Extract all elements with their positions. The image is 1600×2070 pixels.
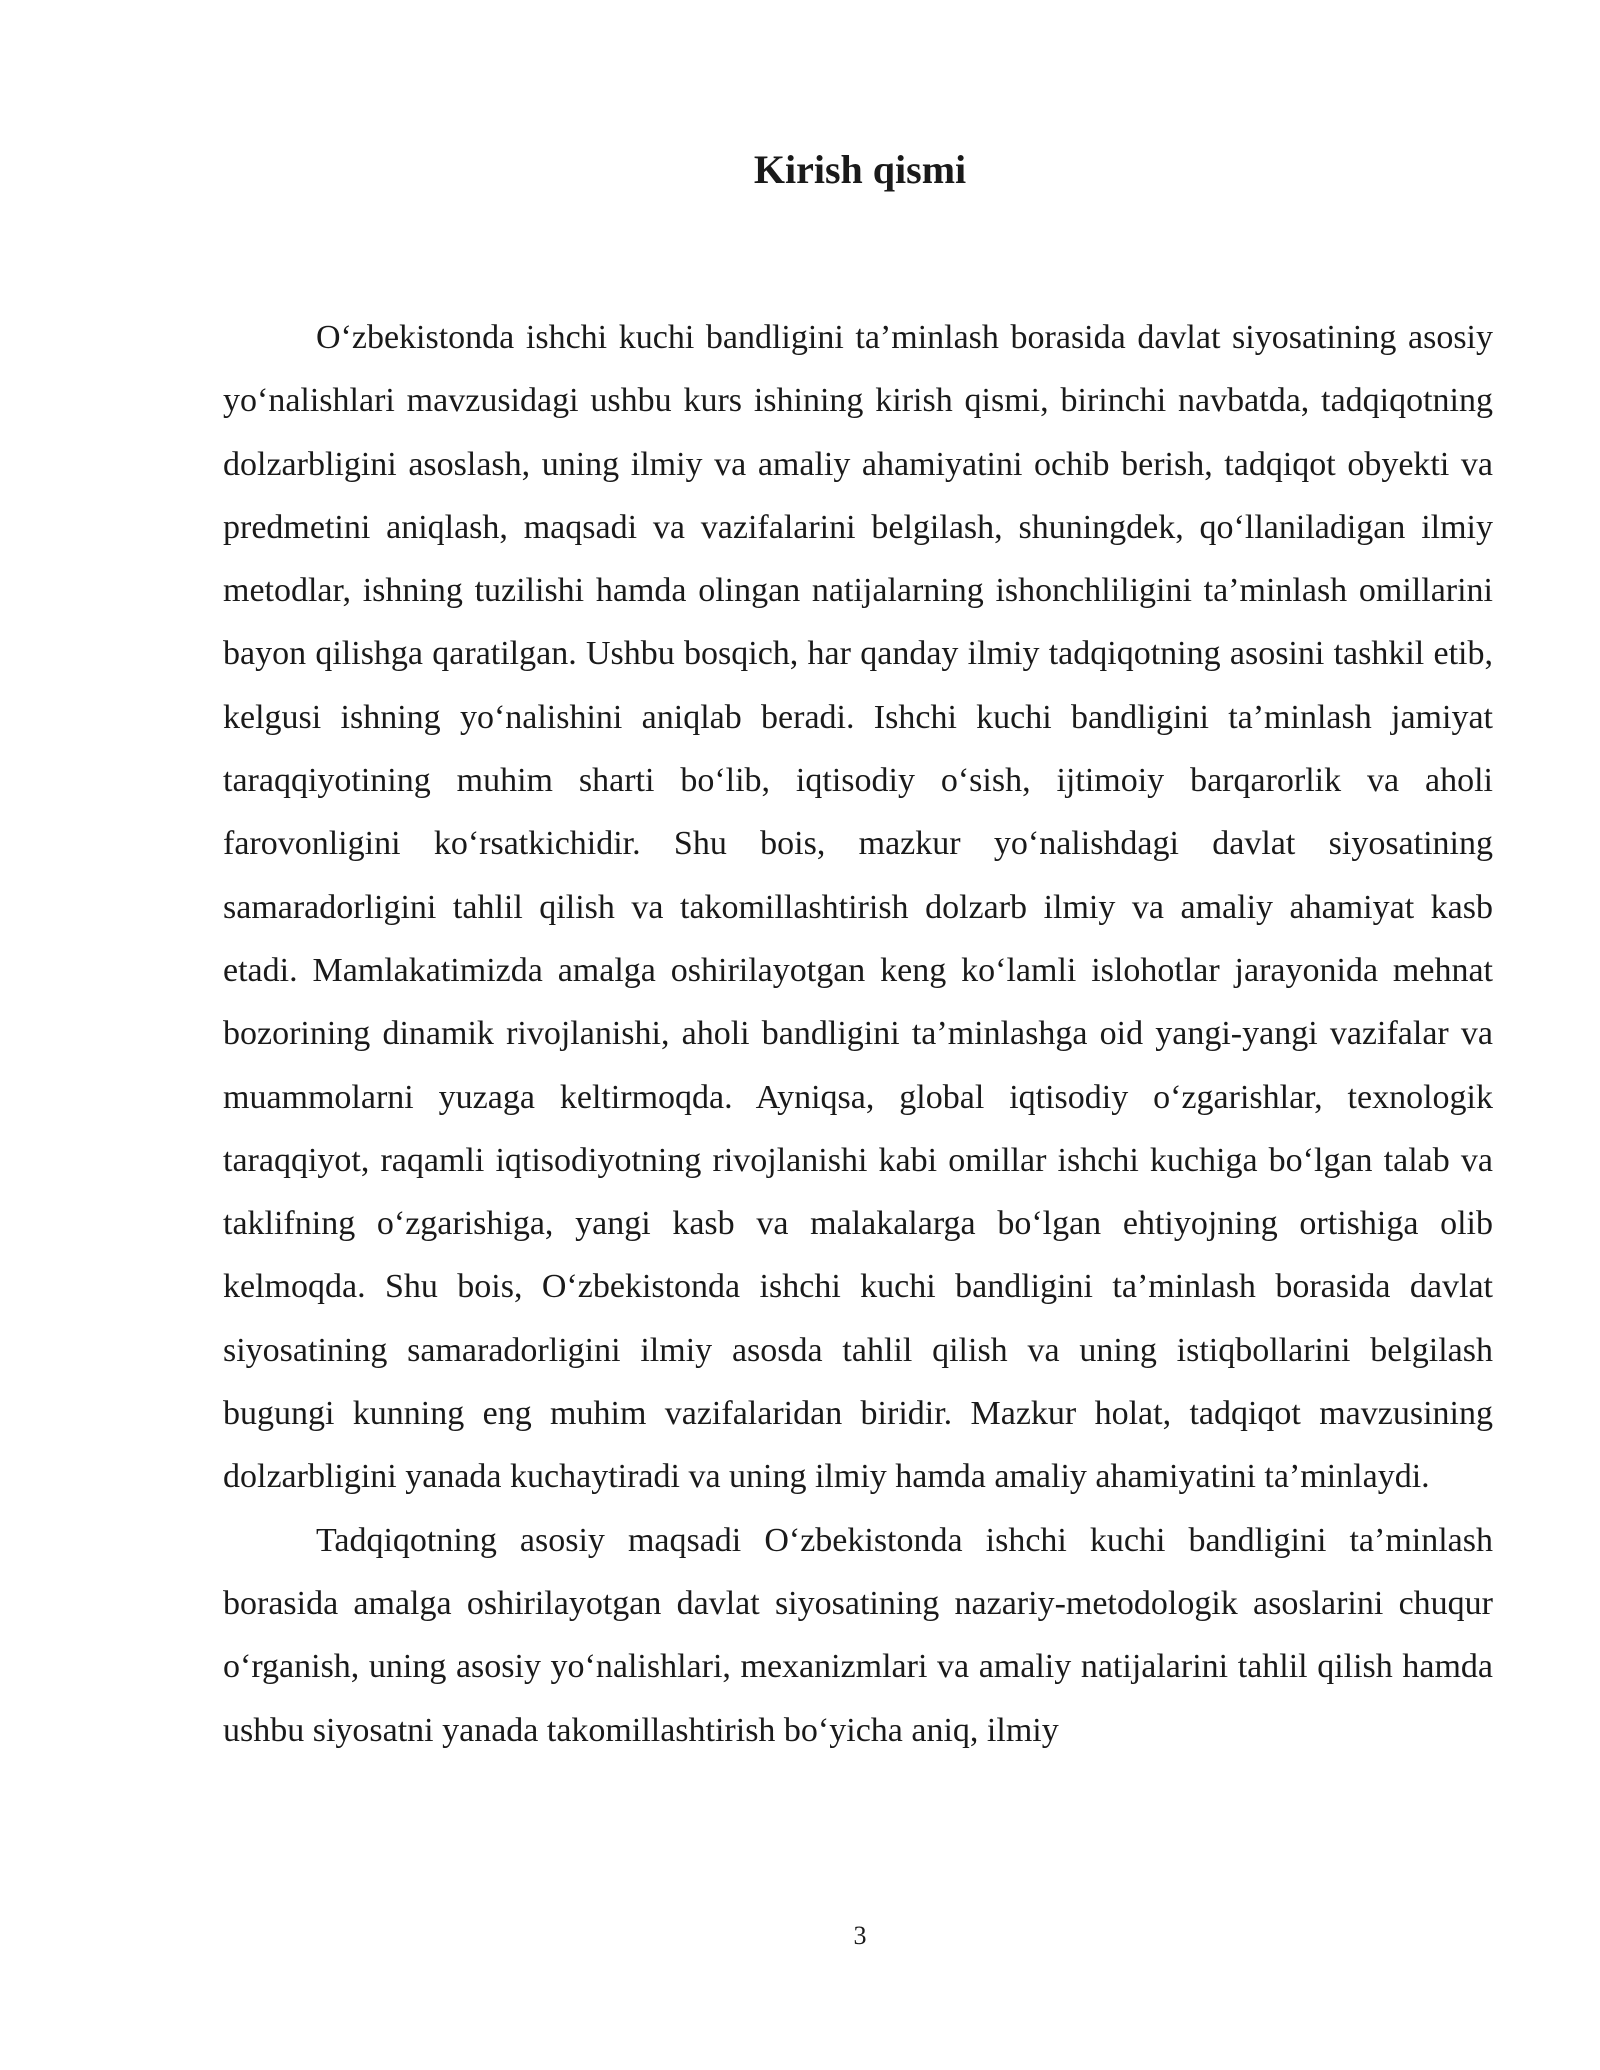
section-title: Kirish qismi bbox=[753, 147, 967, 192]
paragraph-research-goal: Tadqiqotning asosiy maqsadi O‘zbekistonda ishchi kuchi bandligini ta’minlash borasida amalga oshirilayotgan davlat siyosatining nazariy-metodologik asoslarini chuqur o‘rganish, uning asosiy yo‘nalishlari, mexanizmlari va amaliy natijalarini tahlil qilish hamda ushbu siyosatni yanada takomillashtirish bo‘yicha aniq, ilmiy bbox=[223, 1521, 1493, 1749]
paragraph-introduction: O‘zbekistonda ishchi kuchi bandligini ta’minlash borasida davlat siyosatining asosiy yo‘nalishlari mavzusidagi ushbu kurs ishining kirish qismi, birinchi navbatda, tadqiqotning dolzarbligini asoslash, uning ilmiy va amaliy ahamiyatini ochib berish, tadqiqot obyekti va predmetini aniqlash, maqsadi va vazifalarini belgilash, shuningdek, qo‘llaniladigan ilmiy metodlar, ishning tuzilishi hamda olingan natijalarning ishonchliligini ta’minlash omillarini bayon qilishga qaratilgan. Ushbu bosqich, har qanday ilmiy tadqiqotning asosini tashkil etib, kelgusi ishning yo‘nalishini aniqlab beradi. Ishchi kuchi bandligini ta’minlash jamiyat taraqqiyotining muhim sharti bo‘lib, iqtisodiy o‘sish, ijtimoiy barqarorlik va aholi farovonligini ko‘rsatkichidir. Shu bois, mazkur yo‘nalishdagi davlat siyosatining samaradorligini tahlil qilish va takomillashtirish dolzarb ilmiy va amaliy ahamiyat kasb etadi. Mamlakatimizda amalga oshirilayotgan keng ko‘lamli islohotlar jarayonida mehnat bozorining dinamik rivojlanishi, aholi bandligini ta’minlashga oid yangi-yangi vazifalar va muammolarni yuzaga keltirmoqda. Ayniqsa, global iqtisodiy o‘zgarishlar, texnologik taraqqiyot, raqamli iqtisodiyotning rivojlanishi kabi omillar ishchi kuchiga bo‘lgan talab va taklifning o‘zgarishiga, yangi kasb va malakalarga bo‘lgan ehtiyojning ortishiga olib kelmoqda. Shu bois, O‘zbekistonda ishchi kuchi bandligini ta’minlash borasida davlat siyosatining samaradorligini ilmiy asosda tahlil qilish va uning istiqbollarini belgilash bugungi kunning eng muhim vazifalaridan biridir. Mazkur holat, tadqiqot mavzusining dolzarbligini yanada kuchaytiradi va uning ilmiy hamda amaliy ahamiyatini ta’minlaydi. bbox=[223, 319, 1493, 1496]
body-text bbox=[223, 306, 1493, 1762]
page-number: 3 bbox=[853, 1921, 867, 1950]
